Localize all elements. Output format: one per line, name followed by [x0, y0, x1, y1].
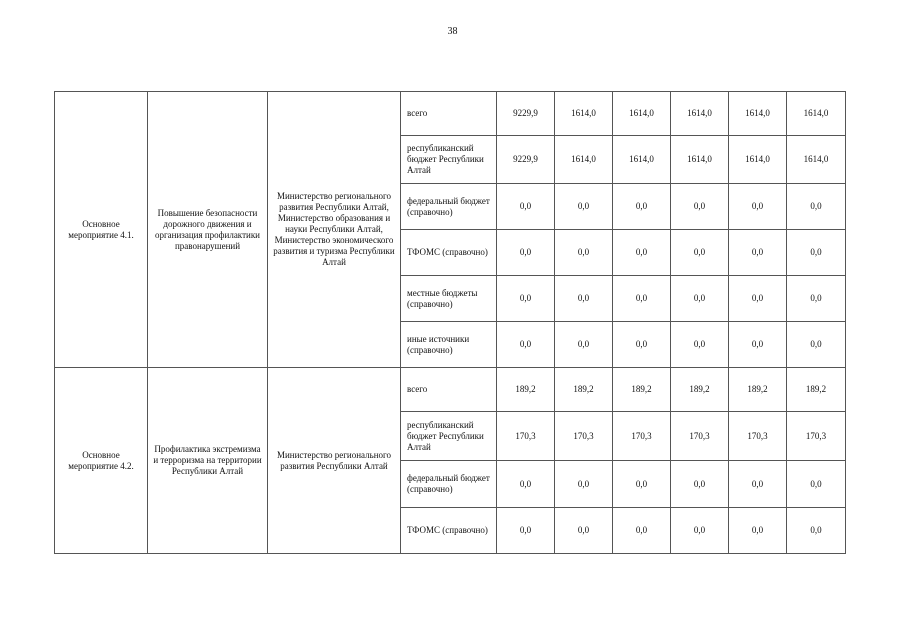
- value-cell: 1614,0: [671, 136, 729, 184]
- value-cell: 0,0: [671, 508, 729, 554]
- value-cell: 0,0: [729, 230, 787, 276]
- value-cell: 0,0: [497, 184, 555, 230]
- value-cell: 170,3: [613, 412, 671, 461]
- value-cell: 189,2: [671, 368, 729, 412]
- value-cell: 189,2: [729, 368, 787, 412]
- value-cell: 0,0: [613, 322, 671, 368]
- value-cell: 1614,0: [613, 136, 671, 184]
- value-cell: 0,0: [787, 461, 846, 508]
- value-cell: 1614,0: [613, 92, 671, 136]
- value-cell: 9229,9: [497, 136, 555, 184]
- funding-source-cell: местные бюджеты (справочно): [401, 276, 497, 322]
- funding-source-cell: республиканский бюджет Республики Алтай: [401, 136, 497, 184]
- value-cell: 0,0: [613, 184, 671, 230]
- value-cell: 0,0: [787, 322, 846, 368]
- value-cell: 0,0: [497, 276, 555, 322]
- table-body: [55, 92, 846, 554]
- value-cell: 189,2: [787, 368, 846, 412]
- value-cell: 0,0: [671, 276, 729, 322]
- value-cell: 0,0: [613, 461, 671, 508]
- value-cell: 1614,0: [729, 136, 787, 184]
- value-cell: 170,3: [729, 412, 787, 461]
- value-cell: 0,0: [613, 276, 671, 322]
- value-cell: 189,2: [613, 368, 671, 412]
- value-cell: 0,0: [613, 508, 671, 554]
- value-cell: 1614,0: [555, 92, 613, 136]
- value-cell: 0,0: [787, 184, 846, 230]
- value-cell: 1614,0: [787, 136, 846, 184]
- value-cell: 1614,0: [671, 92, 729, 136]
- value-cell: 0,0: [671, 184, 729, 230]
- funding-source-cell: всего: [401, 92, 497, 136]
- value-cell: 0,0: [729, 508, 787, 554]
- value-cell: 0,0: [497, 322, 555, 368]
- value-cell: 170,3: [497, 412, 555, 461]
- value-cell: 0,0: [497, 508, 555, 554]
- value-cell: 1614,0: [729, 92, 787, 136]
- event-cell: Основное мероприятие 4.1.: [55, 92, 148, 368]
- value-cell: 0,0: [787, 508, 846, 554]
- value-cell: 0,0: [787, 276, 846, 322]
- value-cell: 0,0: [555, 276, 613, 322]
- value-cell: 0,0: [613, 230, 671, 276]
- value-cell: 0,0: [729, 322, 787, 368]
- value-cell: 0,0: [787, 230, 846, 276]
- value-cell: 0,0: [671, 461, 729, 508]
- funding-source-cell: всего: [401, 368, 497, 412]
- value-cell: 0,0: [729, 276, 787, 322]
- value-cell: 0,0: [497, 461, 555, 508]
- value-cell: 0,0: [729, 184, 787, 230]
- executor-cell: Министерство регионального развития Республики Алтай, Министерство образования и науки Республики Алтай, Министерство экономического развития и туризма Республики Алтай: [268, 92, 401, 368]
- table-row: [55, 368, 846, 412]
- value-cell: 0,0: [555, 184, 613, 230]
- executor-cell: Министерство регионального развития Республики Алтай: [268, 368, 401, 554]
- funding-source-cell: федеральный бюджет (справочно): [401, 461, 497, 508]
- budget-table: [54, 91, 846, 554]
- value-cell: 0,0: [729, 461, 787, 508]
- funding-source-cell: федеральный бюджет (справочно): [401, 184, 497, 230]
- event-name-cell: Профилактика экстремизма и терроризма на территории Республики Алтай: [148, 368, 268, 554]
- value-cell: 170,3: [555, 412, 613, 461]
- value-cell: 0,0: [671, 230, 729, 276]
- value-cell: 0,0: [555, 508, 613, 554]
- value-cell: 9229,9: [497, 92, 555, 136]
- value-cell: 189,2: [555, 368, 613, 412]
- value-cell: 0,0: [555, 461, 613, 508]
- funding-source-cell: республиканский бюджет Республики Алтай: [401, 412, 497, 461]
- value-cell: 0,0: [671, 322, 729, 368]
- value-cell: 0,0: [555, 322, 613, 368]
- table-row: [55, 92, 846, 136]
- page-number: 38: [447, 26, 458, 37]
- value-cell: 189,2: [497, 368, 555, 412]
- event-cell: Основное мероприятие 4.2.: [55, 368, 148, 554]
- event-name-cell: Повышение безопасности дорожного движения и организация профилактики правонарушений: [148, 92, 268, 368]
- value-cell: 1614,0: [555, 136, 613, 184]
- value-cell: 1614,0: [787, 92, 846, 136]
- funding-source-cell: ТФОМС (справочно): [401, 508, 497, 554]
- value-cell: 0,0: [497, 230, 555, 276]
- funding-source-cell: ТФОМС (справочно): [401, 230, 497, 276]
- funding-source-cell: иные источники (справочно): [401, 322, 497, 368]
- value-cell: 170,3: [671, 412, 729, 461]
- value-cell: 0,0: [555, 230, 613, 276]
- value-cell: 170,3: [787, 412, 846, 461]
